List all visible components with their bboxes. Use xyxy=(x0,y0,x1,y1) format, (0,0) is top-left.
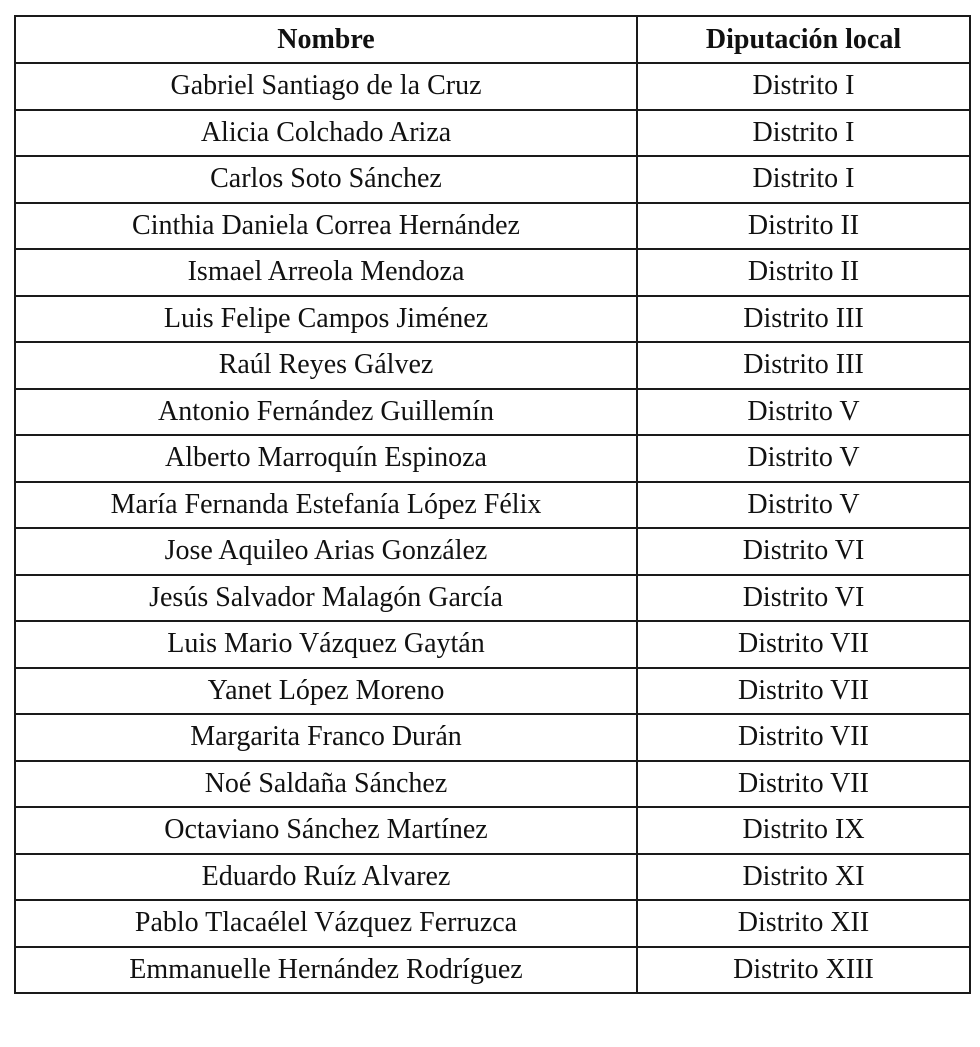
column-header-district: Diputación local xyxy=(637,16,970,63)
cell-district: Distrito II xyxy=(637,249,970,296)
cell-name: Emmanuelle Hernández Rodríguez xyxy=(15,947,637,994)
table-row xyxy=(15,203,970,250)
table-row xyxy=(15,156,970,203)
cell-name: Carlos Soto Sánchez xyxy=(15,156,637,203)
table-row xyxy=(15,110,970,157)
cell-name: Gabriel Santiago de la Cruz xyxy=(15,63,637,110)
cell-district: Distrito V xyxy=(637,435,970,482)
table-row xyxy=(15,575,970,622)
table-row xyxy=(15,296,970,343)
cell-district: Distrito XI xyxy=(637,854,970,901)
cell-name: Jose Aquileo Arias González xyxy=(15,528,637,575)
cell-district: Distrito III xyxy=(637,342,970,389)
cell-name: Antonio Fernández Guillemín xyxy=(15,389,637,436)
cell-name: María Fernanda Estefanía López Félix xyxy=(15,482,637,529)
cell-name: Raúl Reyes Gálvez xyxy=(15,342,637,389)
cell-district: Distrito VII xyxy=(637,621,970,668)
table-row xyxy=(15,854,970,901)
cell-name: Pablo Tlacaélel Vázquez Ferruzca xyxy=(15,900,637,947)
cell-district: Distrito XIII xyxy=(637,947,970,994)
cell-district: Distrito XII xyxy=(637,900,970,947)
cell-name: Alberto Marroquín Espinoza xyxy=(15,435,637,482)
table-row xyxy=(15,389,970,436)
cell-name: Margarita Franco Durán xyxy=(15,714,637,761)
candidates-table xyxy=(14,15,971,994)
table-row xyxy=(15,63,970,110)
cell-name: Cinthia Daniela Correa Hernández xyxy=(15,203,637,250)
cell-district: Distrito IX xyxy=(637,807,970,854)
cell-district: Distrito VII xyxy=(637,761,970,808)
cell-district: Distrito II xyxy=(637,203,970,250)
cell-district: Distrito V xyxy=(637,482,970,529)
table-row xyxy=(15,482,970,529)
cell-name: Octaviano Sánchez Martínez xyxy=(15,807,637,854)
table-row xyxy=(15,342,970,389)
cell-name: Eduardo Ruíz Alvarez xyxy=(15,854,637,901)
cell-name: Luis Felipe Campos Jiménez xyxy=(15,296,637,343)
cell-district: Distrito I xyxy=(637,156,970,203)
cell-name: Luis Mario Vázquez Gaytán xyxy=(15,621,637,668)
table-row xyxy=(15,714,970,761)
table-body xyxy=(15,63,970,993)
cell-name: Yanet López Moreno xyxy=(15,668,637,715)
column-header-name: Nombre xyxy=(15,16,637,63)
cell-name: Jesús Salvador Malagón García xyxy=(15,575,637,622)
cell-name: Noé Saldaña Sánchez xyxy=(15,761,637,808)
table-row xyxy=(15,528,970,575)
table-row xyxy=(15,900,970,947)
table-row xyxy=(15,435,970,482)
table-row xyxy=(15,761,970,808)
cell-district: Distrito V xyxy=(637,389,970,436)
cell-district: Distrito VII xyxy=(637,714,970,761)
table-header-row xyxy=(15,16,970,63)
table-row xyxy=(15,621,970,668)
cell-district: Distrito VI xyxy=(637,575,970,622)
cell-district: Distrito I xyxy=(637,110,970,157)
table-row xyxy=(15,668,970,715)
cell-name: Ismael Arreola Mendoza xyxy=(15,249,637,296)
cell-district: Distrito I xyxy=(637,63,970,110)
table-row xyxy=(15,249,970,296)
cell-district: Distrito VII xyxy=(637,668,970,715)
cell-district: Distrito VI xyxy=(637,528,970,575)
cell-name: Alicia Colchado Ariza xyxy=(15,110,637,157)
table-row xyxy=(15,807,970,854)
cell-district: Distrito III xyxy=(637,296,970,343)
table-row xyxy=(15,947,970,994)
